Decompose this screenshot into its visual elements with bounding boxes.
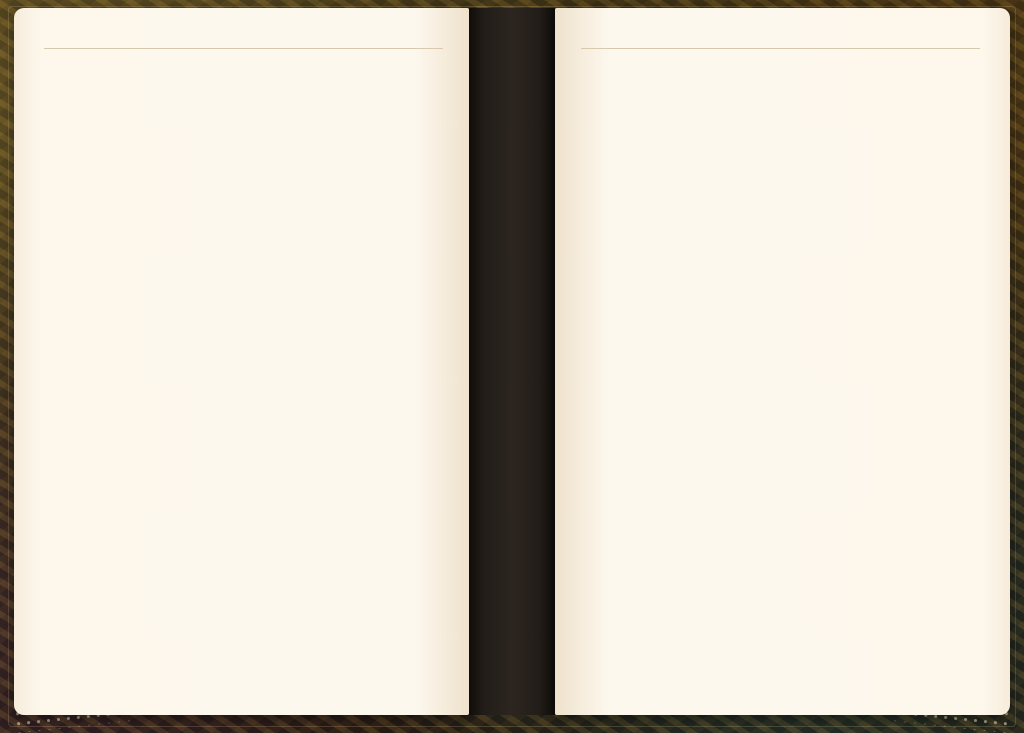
right-page xyxy=(555,8,1010,715)
left-page-title xyxy=(44,42,443,49)
open-diary xyxy=(14,8,1010,715)
right-page-title xyxy=(581,42,980,49)
spiral-binding xyxy=(469,8,555,715)
left-page xyxy=(14,8,469,715)
